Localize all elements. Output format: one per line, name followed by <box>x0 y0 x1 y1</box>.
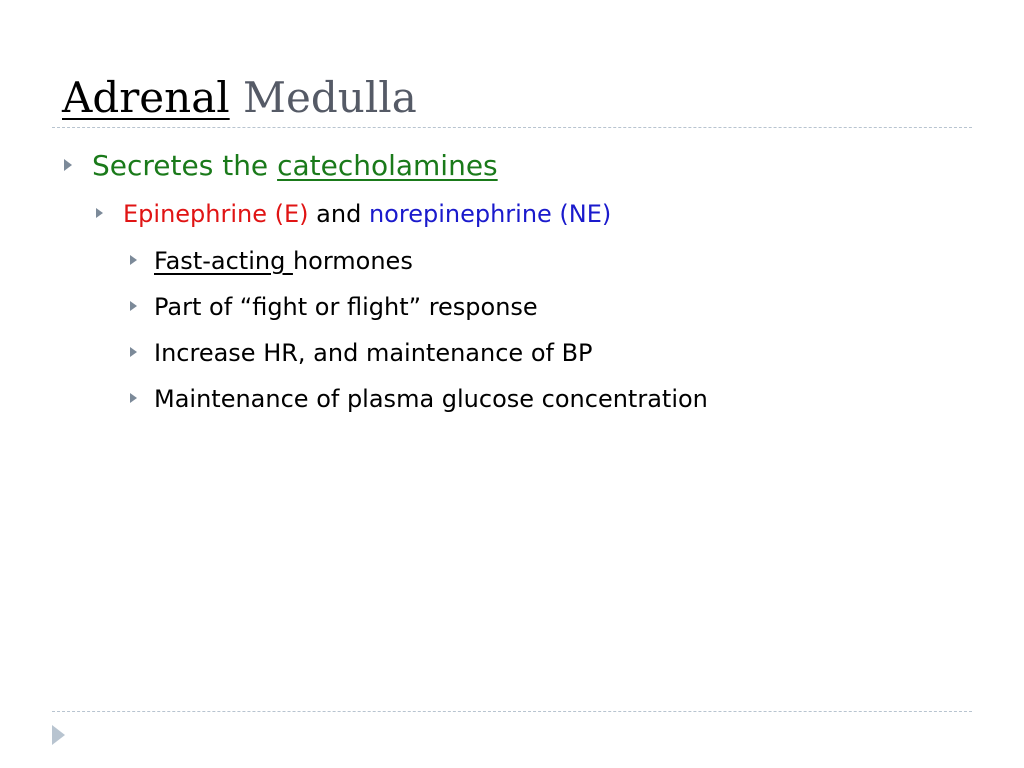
norepinephrine-label: norepinephrine (NE) <box>368 200 612 228</box>
title-adrenal: Adrenal <box>62 73 230 122</box>
and-label: and <box>308 200 369 228</box>
epinephrine-label: Epinephrine (E) <box>123 200 309 228</box>
triangle-right-icon <box>130 393 137 403</box>
bullet-fast-acting <box>154 245 413 277</box>
fast-acting-label: Fast-acting <box>154 247 293 275</box>
bullet-secretes-text: Secretes the <box>92 149 278 182</box>
title-medulla: Medulla <box>243 73 417 122</box>
triangle-right-icon <box>96 208 103 218</box>
triangle-right-icon <box>64 159 72 171</box>
bullet-epinephrine <box>123 198 611 230</box>
triangle-right-icon <box>130 301 137 311</box>
triangle-right-icon <box>130 347 137 357</box>
slide-title <box>62 70 417 126</box>
triangle-right-icon <box>130 255 137 265</box>
bullet-plasma-glucose: Maintenance of plasma glucose concentration <box>154 385 708 413</box>
next-slide-icon[interactable] <box>52 725 65 745</box>
hormones-label: hormones <box>292 247 413 275</box>
footer-divider <box>52 711 972 712</box>
title-divider <box>52 127 972 128</box>
bullet-secretes <box>92 148 498 184</box>
bullet-fight-or-flight: Part of “fight or flight” response <box>154 293 538 321</box>
bullet-catecholamines: catecholamines <box>277 149 498 182</box>
bullet-increase-hr: Increase HR, and maintenance of BP <box>154 339 593 367</box>
